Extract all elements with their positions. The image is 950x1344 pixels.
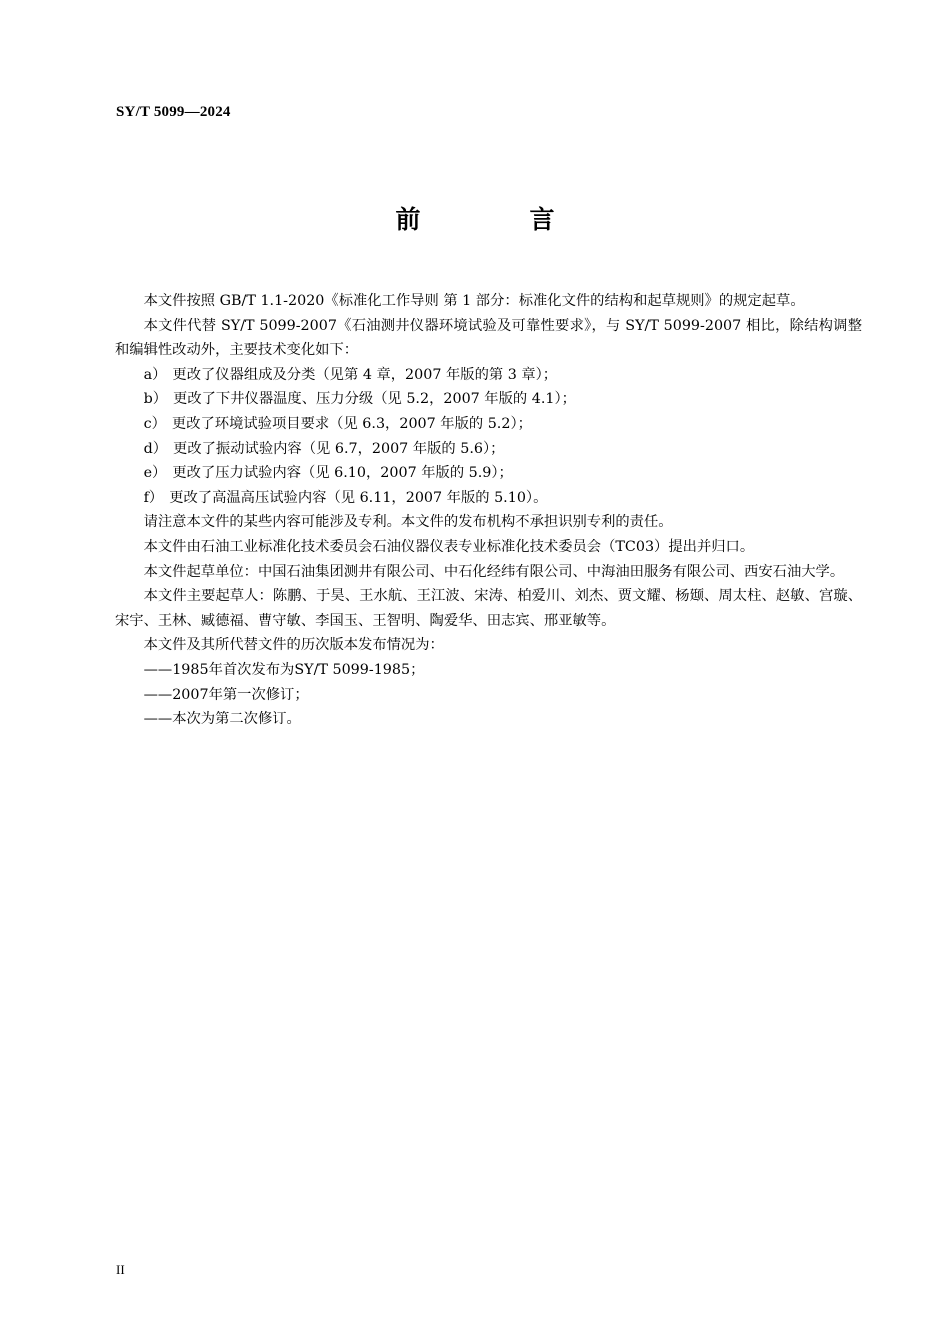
list-item-text: 更改了压力试验内容（见 6.10，2007 年版的 5.9）； bbox=[172, 465, 513, 482]
list-marker: b） bbox=[143, 391, 168, 408]
history-item: ——本次为第二次修订。 bbox=[143, 711, 301, 728]
paragraph-drafting-units: 本文件起草单位：中国石油集团测井有限公司、中石化经纬有限公司、中海油田服务有限公司、西安石油大学。 bbox=[143, 563, 845, 580]
list-item bbox=[115, 461, 862, 486]
page-number: II bbox=[116, 1262, 125, 1277]
list-marker: c） bbox=[143, 415, 166, 432]
list-item bbox=[115, 486, 862, 511]
page-title: 前 言 bbox=[395, 205, 597, 234]
list-item bbox=[115, 363, 862, 388]
paragraph-proposer: 本文件由石油工业标准化技术委员会石油仪器仪表专业标准化技术委员会（TC03）提出并归口。 bbox=[143, 538, 755, 555]
history-item: ——2007年第一次修订； bbox=[143, 686, 309, 703]
list-item bbox=[115, 437, 862, 462]
paragraph-drafting-basis: 本文件按照 GB/T 1.1-2020《标准化工作导则 第 1 部分：标准化文件的结构和起草规则》的规定起草。 bbox=[143, 293, 805, 309]
paragraph-replacement: 本文件代替 SY/T 5099-2007《石油测井仪器环境试验及可靠性要求》，与 SY/T 5099-2007 相比，除结构调整和编辑性改动外，主要技术变化如下： bbox=[115, 317, 862, 359]
document-code: SY/T 5099—2024 bbox=[116, 104, 231, 120]
list-item-text: 更改了环境试验项目要求（见 6.3，2007 年版的 5.2）； bbox=[171, 415, 532, 432]
paragraph-drafters: 本文件主要起草人：陈鹏、于昊、王水航、王江波、宋涛、柏爱川、刘杰、贾文耀、杨颋、周太柱、赵敏、宫璇、宋宇、王林、臧德福、曹守敏、李国玉、王智明、陶爱华、田志宾、邢亚敏等。 bbox=[115, 588, 862, 629]
history-item: ——1985年首次发布为SY/T 5099-1985； bbox=[143, 661, 425, 678]
list-item-text: 更改了下井仪器温度、压力分级（见 5.2，2007 年版的 4.1）； bbox=[173, 391, 576, 408]
paragraph-patent-notice: 请注意本文件的某些内容可能涉及专利。本文件的发布机构不承担识别专利的责任。 bbox=[143, 514, 673, 531]
list-item bbox=[115, 387, 862, 412]
list-item-text: 更改了振动试验内容（见 6.7，2007 年版的 5.6）； bbox=[173, 440, 505, 457]
document-body bbox=[115, 289, 862, 732]
list-marker: f） bbox=[143, 489, 164, 506]
list-item-text: 更改了高温高压试验内容（见 6.11，2007 年版的 5.10）。 bbox=[169, 489, 548, 506]
list-marker: e） bbox=[143, 465, 167, 482]
list-marker: d） bbox=[143, 440, 168, 457]
paragraph-history-intro: 本文件及其所代替文件的历次版本发布情况为： bbox=[143, 637, 444, 654]
list-item-text: 更改了仪器组成及分类（见第 4 章，2007 年版的第 3 章）； bbox=[172, 366, 558, 383]
list-marker: a） bbox=[143, 366, 167, 383]
list-item bbox=[115, 412, 862, 437]
changes-list bbox=[115, 363, 862, 511]
history-list bbox=[115, 658, 862, 732]
